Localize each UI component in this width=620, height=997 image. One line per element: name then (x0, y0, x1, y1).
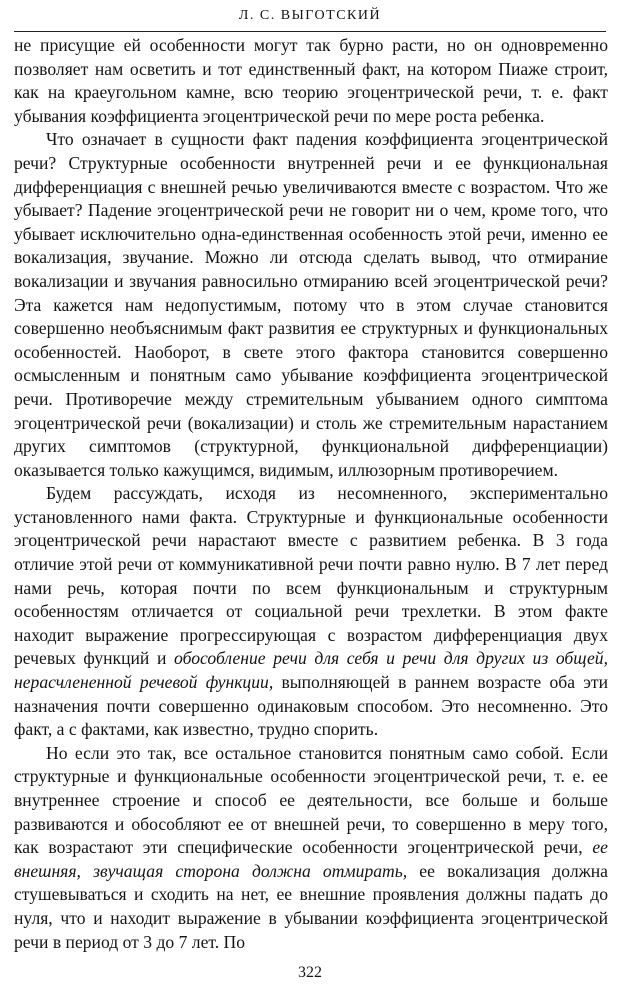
text-run: не присущие ей особенности могут так бурно расти, но он одновременно позволяет нам осветить и тот единственный факт, на котором Пиаже строит, как на краеугольном камне, всю теорию эгоцентрической речи, т. е. факт убывания коэффициента эгоцентрической речи по мере роста ребенка. (14, 35, 608, 126)
paragraph (14, 742, 608, 954)
italic-text: ее внешняя, звучащая сторона должна отмирать, (14, 837, 608, 881)
italic-text: обособление речи для себя и речи для других из общей, нерасчлененной речевой функции, (14, 648, 608, 693)
running-head: Л. С. ВЫГОТСКИЙ (238, 8, 382, 23)
text-run: Что означает в сущности факт падения коэффициента эгоцентрической речи? Структурные особенности внутренней речи и ее функциональная дифференциация с внешней речью увеличиваются вместе с возрастом. Что же убывает? Падение эгоцентрической речи не говорит ни о чем, кроме того, что убывает исключительно одна-единственная особенность этой речи, именно ее вокализация, звучание. Можно ли отсюда сделать вывод, что отмирание вокализации и звучания равносильно отмиранию всей эгоцентрической речи? Эта кажется нам недопустимым, потому что в этом случае становится совершенно необъяснимым факт развития ее структурных и функциональных особенностей. Наоборот, в свете этого фактора становится совершенно осмысленным и понятным само убывание коэффициента эгоцентрической речи. Противоречие между стремительным убыванием одного симптома эгоцентрической речи (вокализации) и столь же стремительным нарастанием других симптомов (структурной, функциональной дифференциации) оказывается только кажущимся, видимым, иллюзорным противоречием. (14, 129, 608, 480)
text-run: выполняющей в раннем возрасте оба эти назначения почти совершенно одинаковым способом. Это несомненно. Это факт, а с фактами, как известно, трудно спорить. (14, 672, 608, 740)
paragraph (14, 128, 608, 482)
page-number: 322 (298, 964, 322, 981)
text-run: Будем рассуждать, исходя из несомненного, экспериментально установленного нами факта. Структурные и функциональные особенности эгоцентрической речи нарастают вместе с развитием ребенка. В 3 года отличие этой речи от коммуникативной речи почти равно нулю. В 7 лет перед нами речь, которая почти по всем функциональным и структурным особенностям отличается от социальной речи трехлетки. В этом факте находит выражение прогрессирующая с возрастом дифференциация двух речевых функций и (14, 483, 608, 669)
paragraph-continuation (14, 34, 608, 128)
text-run: ее вокализация должна стушевываться и сходить на нет, ее внешние проявления должны падать до нуля, что и находит выражение в убывании коэффициента эгоцентрической речи в период от 3 до 7 лет. По (14, 860, 608, 952)
text-run: Но если это так, все остальное становится понятным само собой. Если структурные и функциональные особенности эгоцентрической речи, т. е. ее внутреннее строение и способ ее деятельности, все больше и больше развиваются и обособляют ее от внешней речи, то совершенно в меру того, как возрастают эти специфические особенности эгоцентрической речи, (14, 742, 608, 858)
paragraph (14, 482, 608, 742)
body-text (14, 34, 608, 954)
header-rule (14, 31, 606, 32)
